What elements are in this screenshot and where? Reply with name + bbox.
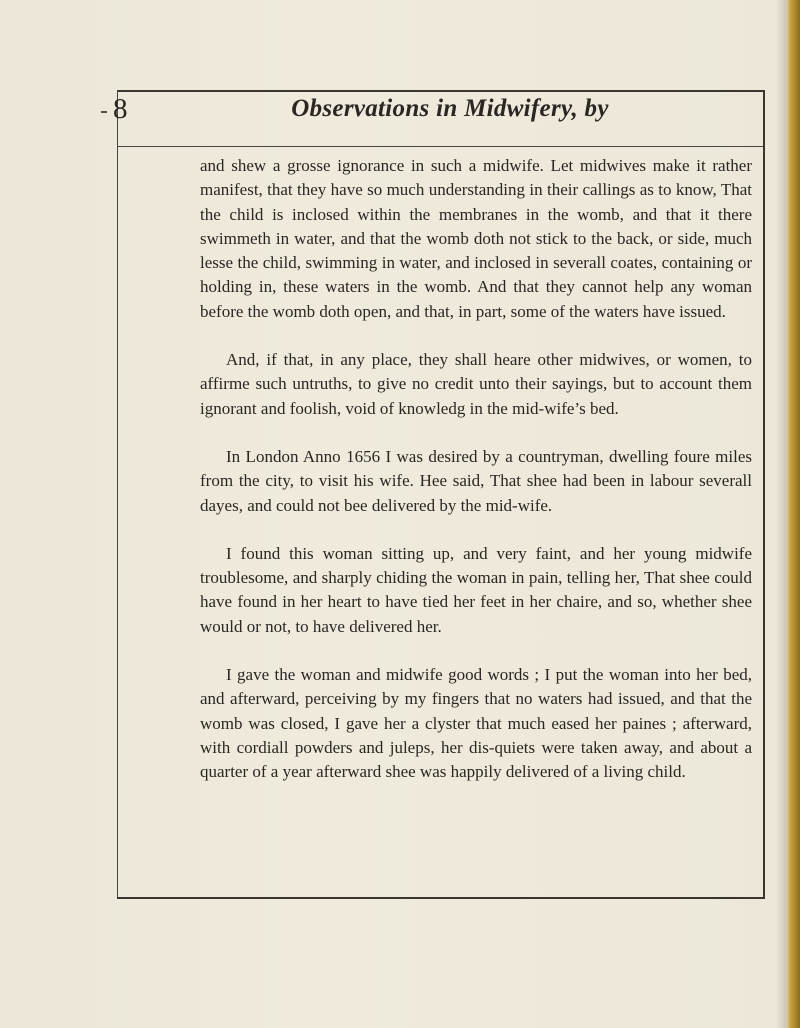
paragraph-5: I gave the woman and midwife good words ; I put the woman into her bed, and afterward, perceiving by my fingers that no waters had issued, and that the womb was closed, I gave her a clyster that much eased her paines ; afterward, with cordiall powders and juleps, her dis-quiets were taken away, and about a quarter of a year afterward shee was happily delivered of a living child. (200, 665, 752, 782)
paragraph-4: I found this woman sitting up, and very faint, and her young midwife troublesome, and sharply chiding the woman in pain, telling her, That shee could have found in her heart to have tied her feet in her chaire, and so, whether shee would or not, to have delivered her. (200, 543, 752, 636)
book-gutter-edge (786, 0, 800, 1028)
top-rule (117, 90, 763, 92)
margin-dash (101, 111, 107, 113)
paragraph-1: and shew a grosse ignorance in such a midwife. Let midwives make it rather manifest, that they have so much understanding in their callings as to know, That the child is inclosed within the membranes in the womb, and that it there swimmeth in water, and that the womb doth not stick to the back, or side, much lesse the child, swimming in water, and inclosed in severall coates, containing or holding in, these waters in the womb. And that they cannot help any woman before the womb doth open, and that, in part, some of the waters have issued. (200, 156, 752, 321)
bottom-rule (117, 897, 765, 899)
page-number: 8 (113, 93, 128, 125)
body-text (200, 154, 752, 785)
page-fold-shadow (776, 0, 786, 1028)
right-rule (763, 90, 765, 898)
header-rule (117, 146, 765, 147)
left-rule (117, 90, 118, 898)
paragraph-2: And, if that, in any place, they shall heare other midwives, or women, to affirme such untruths, to give no credit unto their sayings, but to account them ignorant and foolish, void of knowledg in the mid-wife’s bed. (200, 350, 752, 418)
running-head: Observations in Midwifery, by (291, 95, 609, 122)
paragraph-3: In London Anno 1656 I was desired by a countryman, dwelling foure miles from the city, to visit his wife. Hee said, That shee had been in labour severall dayes, and could not bee delivered by the mid-wife. (200, 446, 752, 515)
